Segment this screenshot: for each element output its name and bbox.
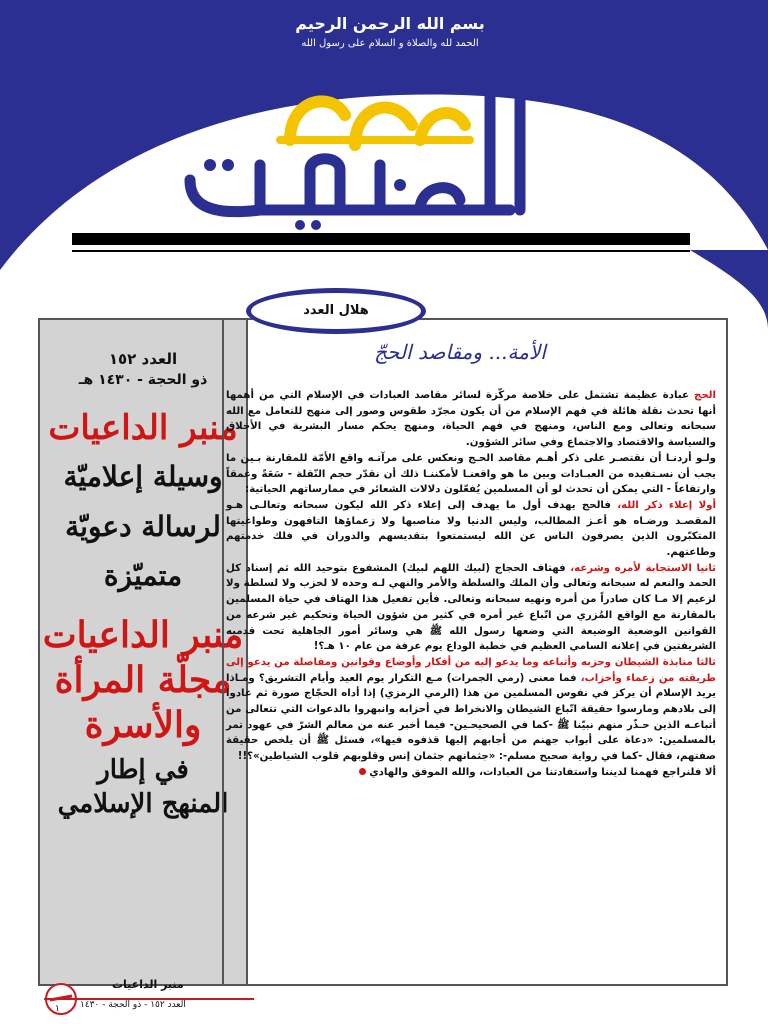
paragraph-5-lead: ثالثا منابذة الشيطان وحزبه وأتباعه وما يدعو إليه من أفكار وأوضاع وقوانين ومفاصلة من يدعو إلى طريقته من زعماء وأحزاب، (226, 656, 716, 684)
header-rule-thin (72, 250, 690, 252)
side-red-3: والأسرة (84, 703, 202, 746)
paragraph-3 (226, 498, 716, 561)
paragraph-4 (226, 561, 716, 655)
paragraph-5 (226, 655, 716, 765)
paragraph-6 (226, 765, 716, 781)
article-title: الأمة... ومقاصد الحجّ (374, 340, 546, 364)
footer-magazine-name: منبر الداعيات (112, 978, 184, 991)
paragraph-3-lead: أولا إعلاء ذكر الله، (617, 499, 716, 511)
side-title: منبر الداعيات (48, 408, 238, 448)
issue-number: العدد ١٥٢ (108, 350, 178, 368)
side-line-5: المنهج الإسلامي (57, 788, 229, 819)
paragraph-2: ولـو أردنـا أن نقتصـر على ذكر أهـم مقاصد الحـج ونعكس على مرآتـه واقع الأمّة للمقارنة بـين ما يجب أن نسـتفيده من العبـادات وبين ما هو واقعنـا لأمكننـا ذلك أن نقدّر حجم النّقلة - سَعَةً وعمقاً وارتفاعاً - التي يمكن أن تحدث لو أن المسلمين يُفعّلون دلالات الشعائر في ممارساتهم الحياتية: (226, 452, 716, 496)
side-red-2: مجلّة المرأة (54, 658, 232, 701)
side-line-3: متميّزة (103, 558, 183, 592)
side-red-1: منبر الداعيات (42, 613, 244, 656)
paragraph-4-lead: ثانيا الاستجابة لأمره وشرعه، (570, 562, 717, 574)
header-rule-thick (72, 233, 690, 245)
paragraph-6-text: ألا فلنراجع فهمنا لديننا واستفادتنا من العبادات، والله الموفق والهادي (369, 766, 716, 778)
article-body (226, 388, 716, 781)
paragraph-1 (226, 388, 716, 451)
paragraph-3-text: فالحج يهدف أول ما يهدف إلى إعلاء ذكر الله ليكون سبحانه وتعالـى هـو المقصـد ورضـاه هو أعـز المطالب، وليس الدنيا ولا مناصبها ولا زعماؤها التافهون وطواغيتها المتكبّرون الذين يصرفون الناس عن الله ليستمتعوا بتقديسهم والدوران في فلك خدمتهم وطاعتهم. (226, 499, 716, 559)
side-line-4: في إطار (97, 754, 189, 785)
side-line-2: لرسالة دعويّة (65, 509, 221, 543)
section-label: هلال العدد (246, 288, 426, 334)
end-dot-icon (359, 768, 366, 775)
magazine-logo (180, 70, 540, 230)
side-line-1: وسيلة إعلاميّة (63, 460, 223, 494)
side-panel (38, 318, 248, 986)
footer-issue-line: العدد ١٥٢ - ذو الحجة - ١٤٣٠ (80, 1000, 186, 1010)
paragraph-1-lead: الحج (693, 390, 716, 401)
paragraph-4-text: فهتاف الحجاج (لبيك اللهم لبيك) المشفوع بتوحيد الله ثم إسناد كل الحمد والنعم له سبحانه وتعالى وأن الملك والسلطة والأمر والنهي لـه وحده لا لحزب ولا لسلطة ولا لزعيم إلا مـا كان صادراً من أمره ونهيه سبحانه وتعالى. فأين تفعيل هذا الهتاف في حياة المسلمين بالمقارنة مع الواقع المُزري من اتّباع غير أمره في كثير من شؤون الحياة وتحكيم غير شرعه من القوانين الوضعية الوضيعة التي وضعها رسول الله ﷺ هي وسائر أمور الجاهلية تحت قدميه الشريفتين في إعلانه السامي العظيم في خطبة الوداع يوم عرفة من عام ١٠ هـ؟! (226, 562, 716, 653)
paragraph-1-text: عبادة عظيمة تشتمل على خلاصة مركّزة لسائر مقاصد العبادات في الإسلام التي من أهمها أنها تحدث نقلة هائلة في فهم الإسلام من أن يكون مجرّد طقوس وصور إلى منهج للتعامل مع الله سبحانه وتعالى ومع الناس، ومنهج في فهم الحياة، ومنهج يحكم مسار البشرية في الأخلاق والسياسة والاقتصاد والاجتماع وفي سائر الشؤون. (226, 390, 716, 449)
salutation: الحمد لله والصلاة و السلام على رسول الله (301, 38, 479, 49)
page-number: ١ (55, 1004, 60, 1014)
basmala: بسم الله الرحمن الرحيم (295, 14, 485, 33)
paragraph-5-text: فما معنى (رمي الجمرات) مـع التكرار يوم العيد وأيام التشريق؟ ومـاذا يريد الإسلام أن يركز في نفوس المسلمين من هذا (الرمي الرمزي) إذا أداه الحجّاج صورة ثم عادوا إلى بلادهم ومارسوا حقيقة اتّباع الشيطان والانخراط في أحزابه وانبهروا بالدعوات التي تتعالى من أتباعـه الذين حـذّر منهم نبيّنا ﷺ -كما في الصحيحـين- فيما أخبر عنه من معالم الشرّ في عهود تمر بالمسلمين: «دعاة على أبواب جهنم من أجابهم إليها قذفوه فيها»، فسئل ﷺ أن يلخص حقيقة صفتهم، فقال -كما في رواية صحيح مسلم-: «جثمانهم جثمان إنس وقلوبهم قلوب الشياطين»؟!! (226, 672, 716, 763)
issue-date: ذو الحجة - ١٤٣٠ هـ (78, 372, 208, 388)
